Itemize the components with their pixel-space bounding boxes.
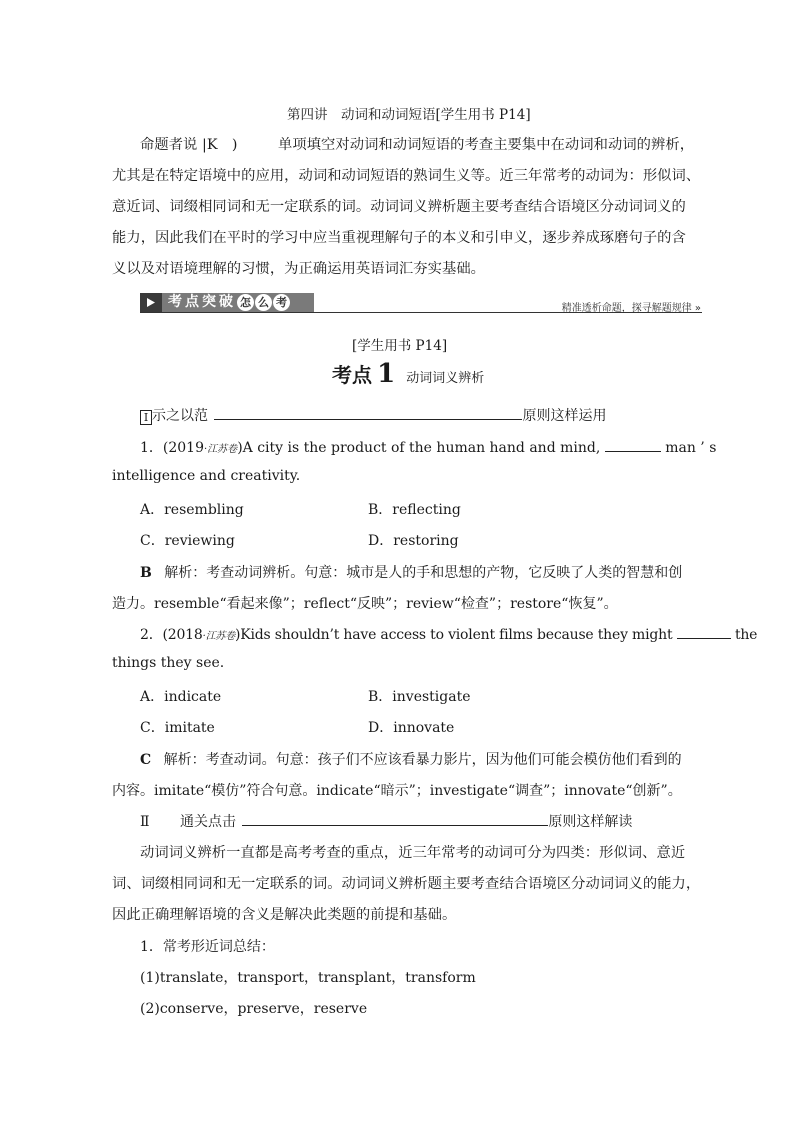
q1-source: ·江苏卷 [204,444,238,455]
intro-line: 义以及对语境理解的习惯，为正确运用英语词汇夯实基础。 [112,261,486,277]
q2-option-a: A．indicate [140,689,222,705]
part2-tail: 原则这样解读 [548,814,633,830]
q1-explanation [140,562,682,582]
part2-label: 通关点击 [179,814,236,830]
q1-text-end: man ’ s [665,440,717,456]
banner-label [168,293,290,312]
q1-expl-1: 解析：考查动词辨析。句意：城市是人的手和思想的产物，它反映了人类的智慧和创 [164,565,683,581]
summary-list-title: 1．常考形近词总结： [140,939,275,955]
summary-line: 因此正确理解语境的含义是解决此类题的前提和基础。 [112,907,457,923]
q1-option-d: D．restoring [368,533,459,549]
q1-text: )A city is the product of the human hand and mind, [237,440,601,456]
intro-line: 尤其是在特定语境中的应用，动词和动词短语的熟词生义等。近三年常考的动词为：形似词、 [112,168,701,184]
q1-answer: B [140,565,152,581]
section-ref: [学生用书 P14] [352,338,448,354]
q1-line1 [140,437,716,457]
summary-list-item: (2)conserve，preserve，reserve [140,1001,368,1017]
summary-line: 动词词义辨析一直都是高考考查的重点，近三年常考的动词可分为四类：形似词、意近 [140,845,686,861]
q2-answer: C [140,752,152,768]
summary-list-item: (1)translate，transport，transplant，transform [140,970,476,986]
q1-blank [605,439,661,452]
kaodian-number: 1 [377,359,396,389]
q2-blank [677,626,731,639]
intro-lead: 命题者说 |K ) [140,137,238,153]
banner-circle-char: 么 [255,294,272,311]
q2-option-c: C．imitate [140,720,215,736]
banner-label-text: 考点突破 [168,294,236,310]
part1-label: 示之以范 [152,408,208,424]
part1-rule [214,407,522,420]
q2-expl-1: 解析：考查动词。句意：孩子们不应该看暴力影片，因为他们可能会模仿他们看到的 [163,752,682,768]
q2-line2: things they see. [112,655,225,671]
part1-marker: I [140,410,152,425]
intro-line: 能力，因此我们在平时的学习中应当重视理解句子的本义和引申义，逐步养成琢磨句子的含 [112,230,686,246]
part2-rule [242,813,548,826]
q2-explanation [140,749,682,769]
q1-expl-2: 造力。resemble“看起来像”；reflect“反映”；review“检查”；restore“恢复”。 [112,596,618,612]
banner-right-text: 精准透析命题，探寻解题规律 » [561,303,701,314]
intro-line: 意近词、词缀相同词和无一定联系的词。动词词义辨析题主要考查结合语境区分动词词义的 [112,199,686,215]
q2-number: 2．(2018 [140,627,203,643]
kaodian-title: 动词词义辨析 [406,371,485,386]
part2-header [140,811,632,831]
q2-text-end: the [734,627,758,643]
banner-circle-char: 考 [273,294,290,311]
kaodian-label: 考点 [332,363,372,387]
q2-line1 [140,624,757,644]
q2-text: )Kids shouldn’t have access to violent films because they might [235,627,673,643]
q2-option-d: D．innovate [368,720,455,736]
lecture-title: 第四讲 动词和动词短语[学生用书 P14] [287,107,531,123]
q1-option-a: A．resembling [140,502,244,518]
q1-option-c: C．reviewing [140,533,235,549]
q1-option-b: B．reflecting [368,502,461,518]
q1-line2: intelligence and creativity. [112,468,301,484]
intro-line: 单项填空对动词和动词短语的考查主要集中在动词和动词的辨析， [278,137,695,153]
q2-source: ·江苏卷 [202,631,235,642]
part1-tail: 原则这样运用 [522,408,607,424]
part2-marker: Ⅱ [140,814,150,830]
q1-number: 1．(2019 [140,440,204,456]
banner-circle-char: 怎 [237,294,254,311]
kaodian-heading [332,359,484,389]
part1-header [140,405,606,425]
summary-line: 词、词缀相同词和无一定联系的词。动词词义辨析题主要考查结合语境区分动词词义的能力， [112,876,701,892]
arrow-right-icon [140,293,162,312]
q2-option-b: B．investigate [368,689,471,705]
q2-expl-2: 内容。imitate“模仿”符合句意。indicate“暗示”；investigate“调查”；innovate“创新”。 [112,783,682,799]
